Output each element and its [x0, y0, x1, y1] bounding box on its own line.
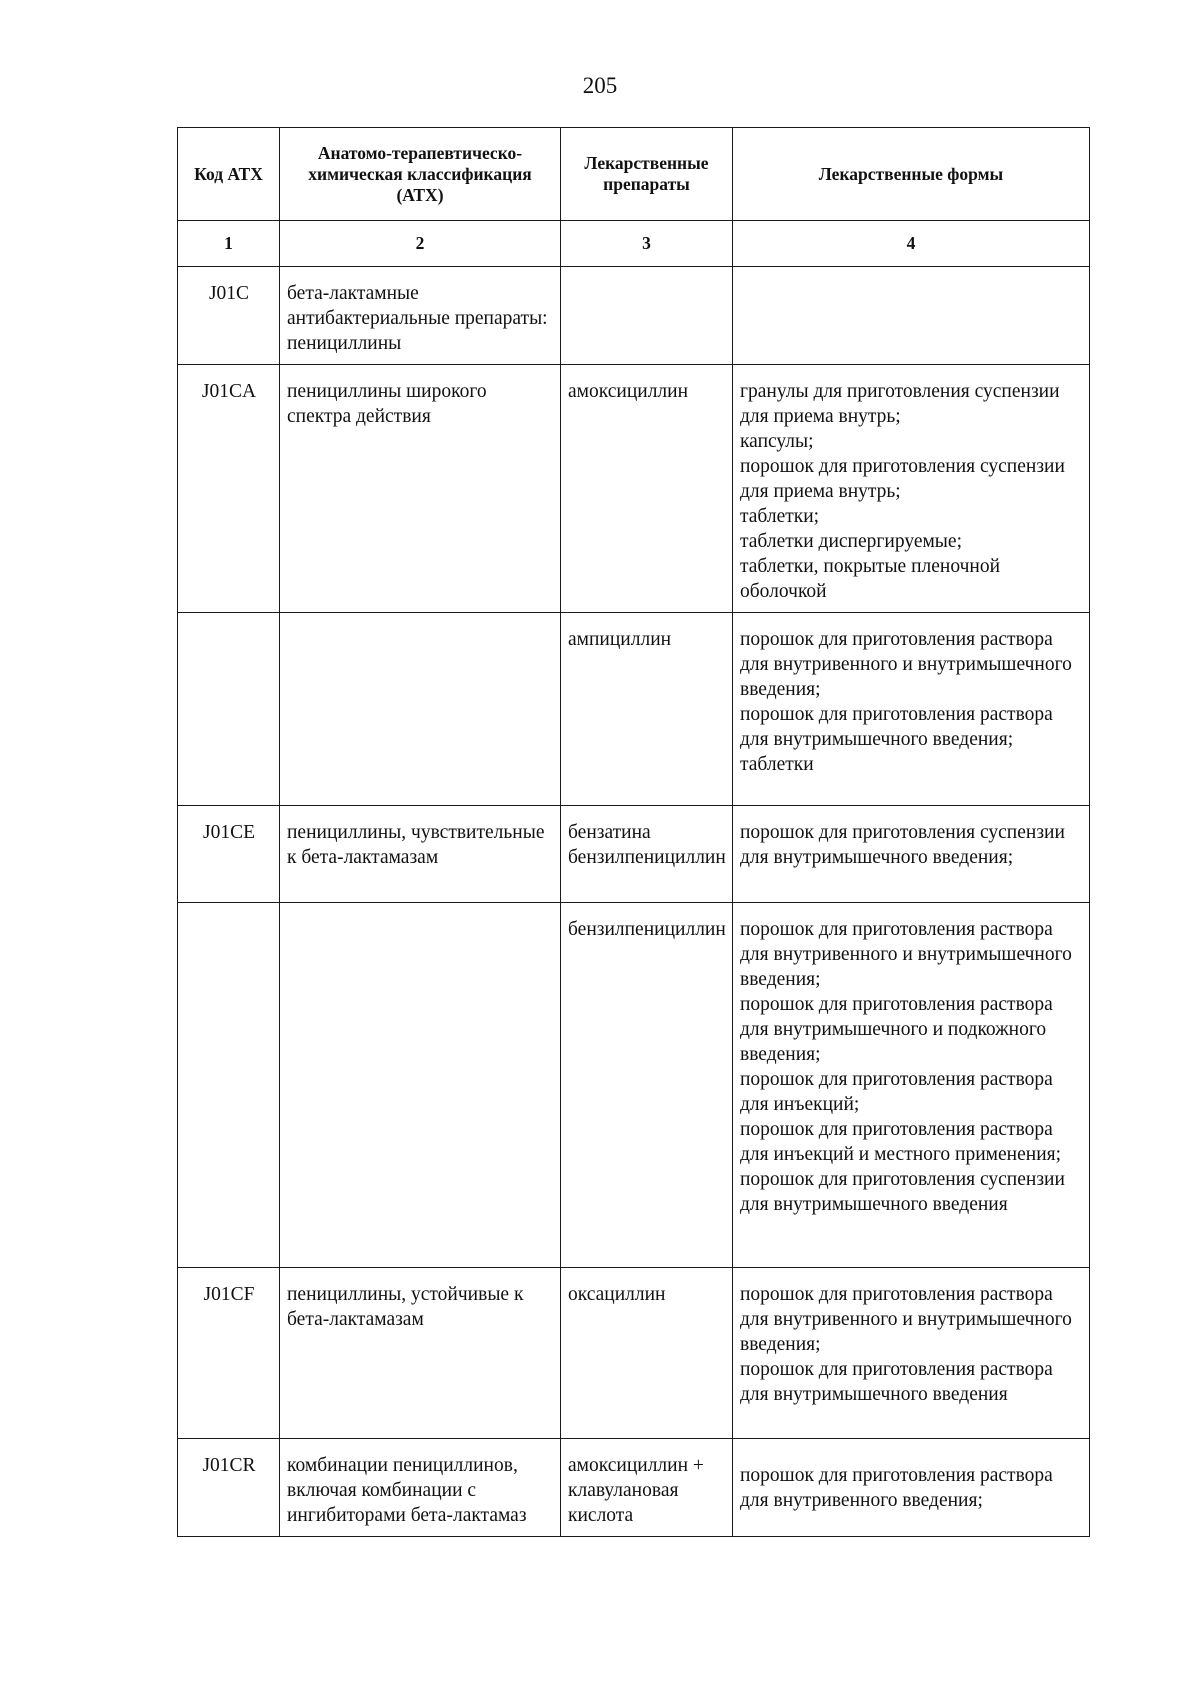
dosage-form-line: таблетки, покрытые пленочной оболочкой — [740, 556, 1001, 602]
header-atc-code: Код АТХ — [178, 128, 280, 221]
forms-cell — [733, 613, 1090, 806]
table-row — [178, 903, 1090, 1268]
forms-cell — [733, 365, 1090, 613]
drug-cell: оксациллин — [561, 1268, 733, 1439]
dosage-form-line: порошок для приготовления раствора для внутримышечного и подкожного введения; — [740, 994, 1053, 1065]
column-number: 4 — [733, 221, 1090, 267]
dosage-form-line: порошок для приготовления раствора для внутримышечного введения; — [740, 704, 1053, 750]
atc-code-cell — [178, 903, 280, 1268]
classification-cell: пенициллины, чувствительные к бета-лактамазам — [280, 806, 561, 903]
atc-code-cell: J01CR — [178, 1439, 280, 1537]
dosage-form-line: порошок для приготовления раствора для внутривенного и внутримышечного введения; — [740, 919, 1072, 990]
header-atc-classification: Анатомо-терапевтическо-химическая классификация (АТХ) — [280, 128, 561, 221]
forms-cell — [733, 806, 1090, 903]
drug-cell: амоксициллин + клавулановая кислота — [561, 1439, 733, 1537]
atc-code-cell: J01CF — [178, 1268, 280, 1439]
dosage-form-line: порошок для приготовления раствора для внутримышечного введения — [740, 1359, 1053, 1405]
classification-cell: пенициллины широкого спектра действия — [280, 365, 561, 613]
drug-cell: бензатина бензилпенициллин — [561, 806, 733, 903]
forms-cell — [733, 1439, 1090, 1537]
atc-code-cell — [178, 613, 280, 806]
dosage-form-line: гранулы для приготовления суспензии для приема внутрь; — [740, 381, 1060, 427]
drug-cell — [561, 267, 733, 365]
forms-cell — [733, 267, 1090, 365]
atc-code-cell: J01CE — [178, 806, 280, 903]
dosage-form-line: порошок для приготовления раствора для внутривенного введения; — [740, 1464, 1053, 1511]
dosage-form-line: таблетки — [740, 754, 814, 775]
column-number: 2 — [280, 221, 561, 267]
forms-cell — [733, 903, 1090, 1268]
atc-code-cell: J01C — [178, 267, 280, 365]
page-number: 205 — [582, 73, 618, 98]
dosage-form-line: капсулы; — [740, 431, 814, 452]
dosage-form-line: порошок для приготовления суспензии для приема внутрь; — [740, 456, 1065, 502]
column-number-row — [178, 221, 1090, 267]
classification-cell: пенициллины, устойчивые к бета-лактамазам — [280, 1268, 561, 1439]
column-number: 1 — [178, 221, 280, 267]
drug-cell: ампициллин — [561, 613, 733, 806]
classification-cell: бета-лактамные антибактериальные препараты: пенициллины — [280, 267, 561, 365]
dosage-form-line: порошок для приготовления раствора для инъекций; — [740, 1069, 1053, 1115]
dosage-form-line: таблетки; — [740, 506, 820, 527]
drug-cell: бензилпенициллин — [561, 903, 733, 1268]
column-number: 3 — [561, 221, 733, 267]
dosage-form-line: порошок для приготовления суспензии для внутримышечного введения — [740, 1169, 1065, 1215]
forms-cell — [733, 1268, 1090, 1439]
dosage-form-line: порошок для приготовления раствора для внутривенного и внутримышечного введения; — [740, 1284, 1072, 1355]
classification-cell — [280, 613, 561, 806]
header-dosage-forms: Лекарственные формы — [733, 128, 1090, 221]
atc-code-cell: J01CA — [178, 365, 280, 613]
table-row — [178, 267, 1090, 365]
dosage-form-line: порошок для приготовления суспензии для внутримышечного введения; — [740, 822, 1065, 868]
dosage-form-line: порошок для приготовления раствора для инъекций и местного применения; — [740, 1119, 1062, 1165]
table-row — [178, 1439, 1090, 1537]
table-row — [178, 365, 1090, 613]
drug-cell: амоксициллин — [561, 365, 733, 613]
classification-cell: комбинации пенициллинов, включая комбинации с ингибиторами бета-лактамаз — [280, 1439, 561, 1537]
table-row — [178, 1268, 1090, 1439]
table-row — [178, 806, 1090, 903]
header-drugs: Лекарственные препараты — [561, 128, 733, 221]
table-row — [178, 613, 1090, 806]
classification-cell — [280, 903, 561, 1268]
dosage-form-line: таблетки диспергируемые; — [740, 531, 962, 552]
dosage-form-line: порошок для приготовления раствора для внутривенного и внутримышечного введения; — [740, 629, 1072, 700]
table-header-row — [178, 128, 1090, 221]
atc-drug-table — [177, 127, 1090, 1537]
